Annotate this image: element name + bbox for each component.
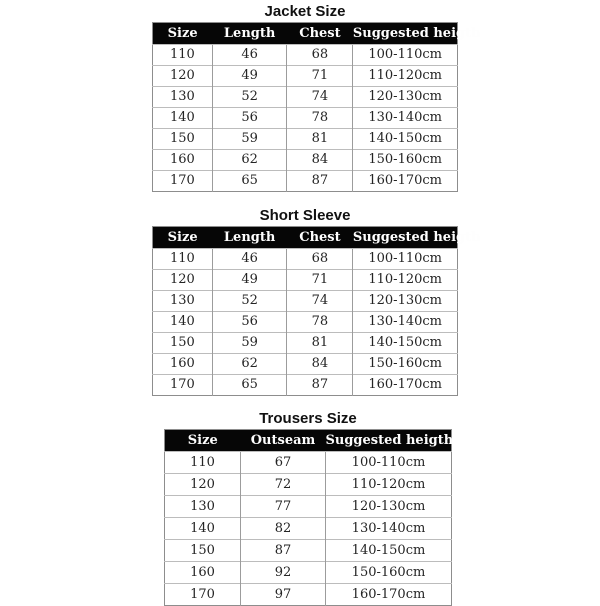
table-cell: 62 xyxy=(212,354,287,375)
table-row xyxy=(165,474,452,496)
table-cell: 160-170cm xyxy=(353,375,458,396)
table-cell: 120 xyxy=(153,270,213,291)
table-cell: 120 xyxy=(165,474,241,496)
header-cell: Suggested heigth xyxy=(353,227,458,249)
table-cell: 160-170cm xyxy=(353,171,458,192)
table-cell: 97 xyxy=(241,584,326,606)
table-cell: 56 xyxy=(212,312,287,333)
jacket-size-table xyxy=(152,22,481,192)
table-row xyxy=(153,270,458,291)
table-cell: 68 xyxy=(287,45,353,66)
table-row xyxy=(165,584,452,606)
header-cell: Suggested heigth xyxy=(353,23,458,45)
table-row xyxy=(153,375,458,396)
table-cell: 46 xyxy=(212,45,287,66)
table-cell: 160 xyxy=(153,150,213,171)
table-row xyxy=(165,540,452,562)
table-cell: 150-160cm xyxy=(353,354,458,375)
section-short-sleeve xyxy=(0,206,600,396)
table-cell: 120-130cm xyxy=(325,496,451,518)
table-cell: 74 xyxy=(287,87,353,108)
table-cell: 120-130cm xyxy=(353,291,458,312)
table-cell: 140 xyxy=(153,312,213,333)
table-cell: 110-120cm xyxy=(353,270,458,291)
table-row xyxy=(153,150,458,171)
table-cell: 52 xyxy=(212,291,287,312)
trousers-size-table xyxy=(164,429,452,606)
table-cell: 170 xyxy=(153,375,213,396)
table-cell: 160 xyxy=(153,354,213,375)
table-cell: 87 xyxy=(287,375,353,396)
table-cell: 81 xyxy=(287,129,353,150)
table-cell: 49 xyxy=(212,66,287,87)
header-row xyxy=(165,430,452,452)
table-cell: 59 xyxy=(212,129,287,150)
table-cell: 87 xyxy=(287,171,353,192)
table-cell: 81 xyxy=(287,333,353,354)
table-cell: 150-160cm xyxy=(325,562,451,584)
table-cell: 120 xyxy=(153,66,213,87)
table-cell: 130 xyxy=(165,496,241,518)
table-cell: 110 xyxy=(165,452,241,474)
table-row xyxy=(153,129,458,150)
table-cell: 62 xyxy=(212,150,287,171)
table-cell: 140-150cm xyxy=(353,129,458,150)
table-cell: 71 xyxy=(287,270,353,291)
table-cell: 150-160cm xyxy=(353,150,458,171)
table-cell: 56 xyxy=(212,108,287,129)
table-cell: 140-150cm xyxy=(325,540,451,562)
table-cell: 140 xyxy=(153,108,213,129)
table-row xyxy=(153,249,458,270)
trousers-size-title: Trousers Size xyxy=(259,410,357,427)
table-cell: 130-140cm xyxy=(325,518,451,540)
table-cell: 150 xyxy=(165,540,241,562)
size-chart-page xyxy=(0,2,600,606)
table-cell: 130-140cm xyxy=(353,312,458,333)
header-cell: Length xyxy=(212,227,287,249)
table-cell: 150 xyxy=(153,129,213,150)
header-row xyxy=(153,23,458,45)
table-cell: 78 xyxy=(287,312,353,333)
table-cell: 67 xyxy=(241,452,326,474)
jacket-size-title: Jacket Size xyxy=(264,3,346,20)
table-cell: 100-110cm xyxy=(353,45,458,66)
header-row xyxy=(153,227,458,249)
section-jacket-size xyxy=(0,2,600,192)
table-cell: 130 xyxy=(153,291,213,312)
table-cell: 140 xyxy=(165,518,241,540)
table-row xyxy=(153,45,458,66)
table-cell: 68 xyxy=(287,249,353,270)
table-cell: 87 xyxy=(241,540,326,562)
header-cell: Size xyxy=(153,227,213,249)
table-cell: 74 xyxy=(287,291,353,312)
header-cell: Size xyxy=(153,23,213,45)
header-cell: Length xyxy=(212,23,287,45)
table-cell: 170 xyxy=(165,584,241,606)
table-cell: 84 xyxy=(287,150,353,171)
section-trousers-size xyxy=(0,409,600,606)
table-cell: 110-120cm xyxy=(325,474,451,496)
table-row xyxy=(153,171,458,192)
short-sleeve-table xyxy=(152,226,481,396)
table-row xyxy=(153,66,458,87)
table-cell: 52 xyxy=(212,87,287,108)
header-cell: Chest xyxy=(287,227,353,249)
table-cell: 65 xyxy=(212,375,287,396)
table-cell: 82 xyxy=(241,518,326,540)
table-row xyxy=(165,562,452,584)
short-sleeve-title: Short Sleeve xyxy=(259,207,351,224)
header-cell: Chest xyxy=(287,23,353,45)
table-cell: 59 xyxy=(212,333,287,354)
table-cell: 140-150cm xyxy=(353,333,458,354)
table-cell: 120-130cm xyxy=(353,87,458,108)
table-cell: 71 xyxy=(287,66,353,87)
table-row xyxy=(153,87,458,108)
header-cell: Size xyxy=(165,430,241,452)
header-cell: Outseam xyxy=(241,430,326,452)
table-cell: 100-110cm xyxy=(325,452,451,474)
table-cell: 110-120cm xyxy=(353,66,458,87)
table-cell: 78 xyxy=(287,108,353,129)
table-row xyxy=(153,354,458,375)
table-row xyxy=(153,108,458,129)
table-row xyxy=(153,333,458,354)
table-cell: 130-140cm xyxy=(353,108,458,129)
table-cell: 110 xyxy=(153,45,213,66)
table-cell: 100-110cm xyxy=(353,249,458,270)
table-cell: 49 xyxy=(212,270,287,291)
table-cell: 92 xyxy=(241,562,326,584)
table-row xyxy=(153,291,458,312)
table-cell: 77 xyxy=(241,496,326,518)
table-cell: 170 xyxy=(153,171,213,192)
table-cell: 84 xyxy=(287,354,353,375)
table-row xyxy=(165,496,452,518)
table-cell: 65 xyxy=(212,171,287,192)
table-row xyxy=(165,452,452,474)
table-cell: 160 xyxy=(165,562,241,584)
header-cell: Suggested heigth xyxy=(325,430,451,452)
table-row xyxy=(165,518,452,540)
table-cell: 160-170cm xyxy=(325,584,451,606)
table-cell: 72 xyxy=(241,474,326,496)
table-row xyxy=(153,312,458,333)
table-cell: 130 xyxy=(153,87,213,108)
table-cell: 46 xyxy=(212,249,287,270)
table-cell: 150 xyxy=(153,333,213,354)
table-cell: 110 xyxy=(153,249,213,270)
